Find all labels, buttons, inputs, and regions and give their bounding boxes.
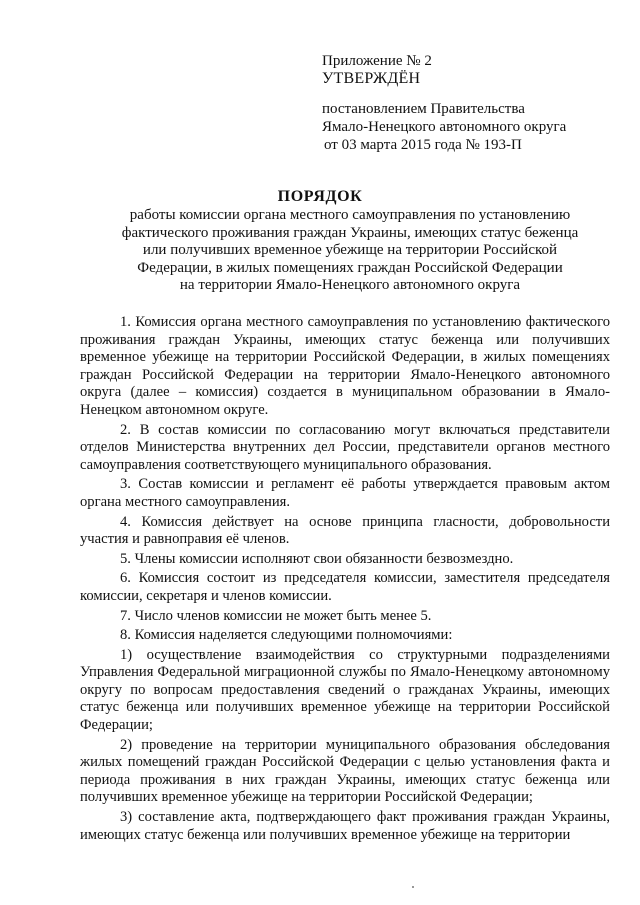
subitem-2: 2) проведение на территории муниципального образования обследования жилых помещений граждан Российской Федерации с целью установления факта и периода проживания в них граждан Украины, имеющих статус беженца или получивших временное убежище на территории Российской Федерации;: [80, 736, 610, 806]
approved-by-line-2: Ямало-Ненецкого автономного округа: [322, 119, 567, 135]
approved-by-line-1: постановлением Правительства: [322, 101, 525, 117]
paragraph-2: 2. В состав комиссии по согласованию могут включаться представители отделов Министерства внутренних дел России, представители органов местного самоуправления соответствующего муниципального образования.: [80, 421, 610, 473]
document-body: [80, 314, 610, 846]
subtitle-line: Федерации, в жилых помещениях граждан Российской Федерации: [137, 259, 563, 276]
approval-block: [322, 52, 566, 154]
approved-by-line-3: от 03 марта 2015 года № 193-П: [324, 137, 522, 153]
subitem-3: 3) составление акта, подтверждающего факт проживания граждан Украины, имеющих статус беженца или получивших временное убежище на территории: [80, 809, 610, 843]
paragraph-1: 1. Комиссия органа местного самоуправления по установлению фактического проживания граждан Украины, имеющих статус беженца или получивших временное убежище на территории Российской Федерации, в жилых помещениях граждан Российской Федерации на территории Ямало-Ненецкого автономного округа (далее – комиссия) создается в муниципальном образовании в Ямало-Ненецком автономном округе.: [80, 314, 610, 418]
subtitle-line: фактического проживания граждан Украины, имеющих статус беженца: [121, 224, 579, 241]
paragraph-5: 5. Члены комиссии исполняют свои обязанности безвозмездно.: [120, 550, 514, 567]
subitem-1: 1) осуществление взаимодействия со структурными подразделениями Управления Федеральной миграционной службы по Ямало-Ненецкому автономному округу по вопросам предоставления сведений о гражданах Украины, имеющих статус беженца или получивших временное убежище на территории Российской Федерации;: [80, 646, 610, 734]
paragraph-6: 6. Комиссия состоит из председателя комиссии, заместителя председателя комиссии, секретаря и членов комиссии.: [80, 570, 610, 604]
paragraph-4: 4. Комиссия действует на основе принципа гласности, добровольности участия и равноправия её членов.: [80, 513, 610, 548]
paragraph-7: 7. Число членов комиссии не может быть менее 5.: [120, 607, 432, 624]
subtitle-line: или получивших временное убежище на территории Российской: [142, 242, 558, 258]
subtitle-line: на территории Ямало-Ненецкого автономного округа: [179, 277, 521, 293]
scan-speck: [412, 886, 414, 888]
document-subtitle: [110, 207, 590, 295]
paragraph-3: 3. Состав комиссии и регламент её работы утверждается правовым актом органа местного самоуправления.: [80, 476, 610, 510]
approved-label: УТВЕРЖДЁН: [322, 70, 421, 87]
appendix-label: Приложение № 2: [322, 53, 432, 69]
document-title: ПОРЯДОК: [277, 188, 363, 205]
subtitle-line: работы комиссии органа местного самоуправления по установлению: [129, 207, 571, 223]
paragraph-8: 8. Комиссия наделяется следующими полномочиями:: [120, 627, 453, 644]
